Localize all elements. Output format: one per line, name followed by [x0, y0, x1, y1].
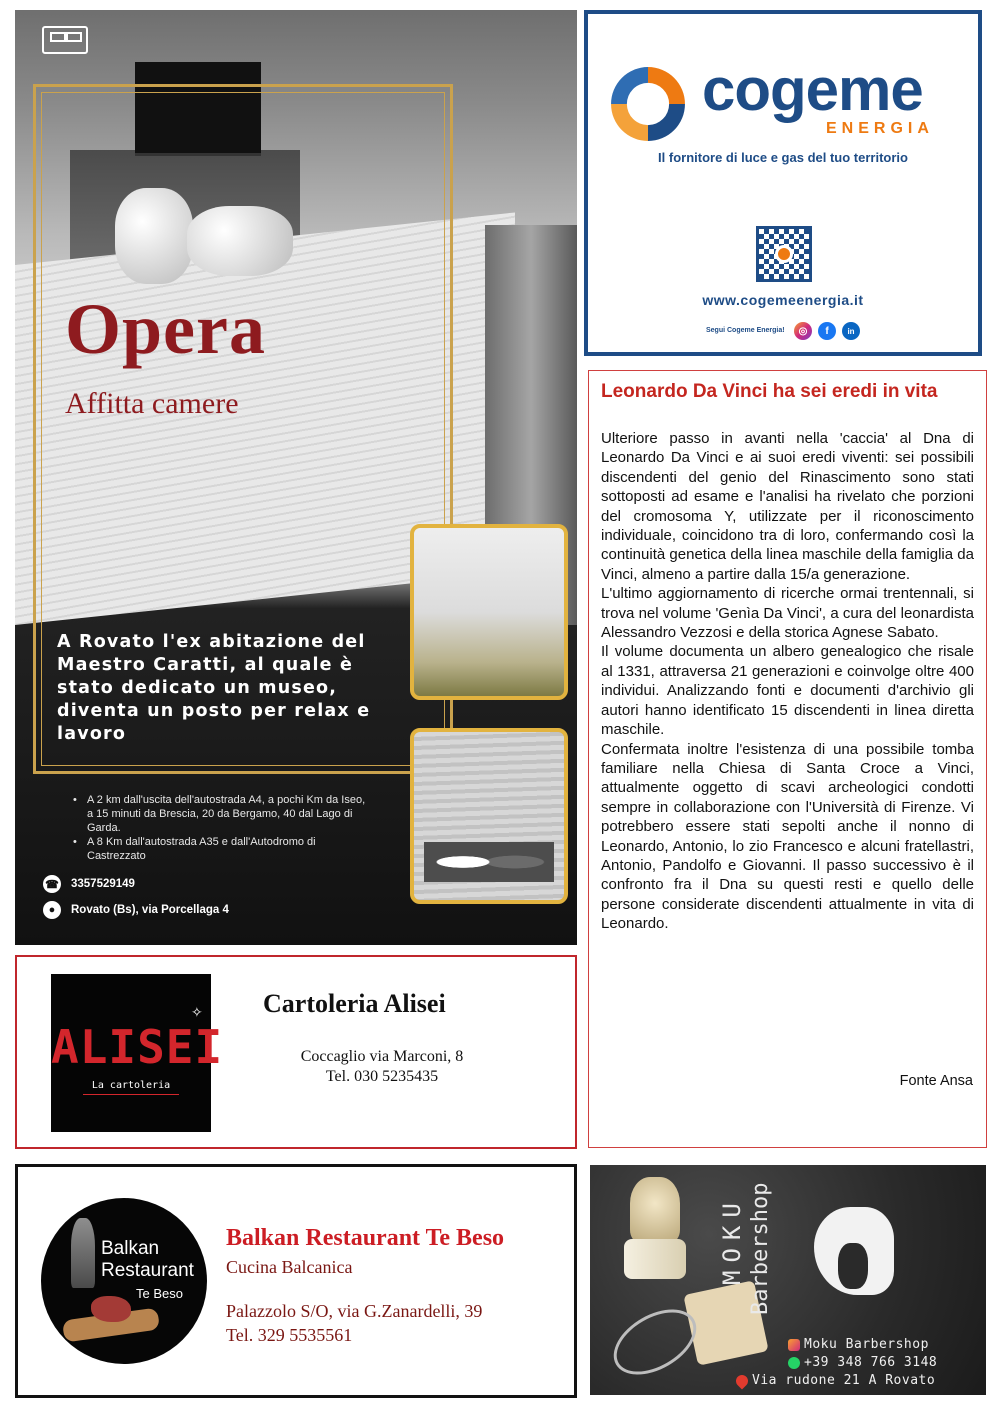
moku-ad: [590, 1165, 986, 1395]
bed-icon: [42, 26, 88, 54]
cogeme-ad: [584, 10, 982, 356]
phone-contact: [43, 875, 135, 893]
location-pin-icon: ●: [43, 901, 61, 919]
address-text: Rovato (Bs), via Porcellaga 4: [71, 904, 229, 916]
phone-icon: ☎: [43, 875, 61, 893]
article-paragraph: Il volume documenta un albero genealogico che risale al 1331, attraversa 21 generazioni e coinvolge oltre 400 individui. Analizzando fonti e documenti d'archivio gli autori hanno identificato 15 discendenti in linea diretta maschile.: [601, 643, 974, 739]
room-photo-1: [410, 524, 568, 700]
qr-center-logo: [775, 245, 793, 263]
alisei-contact: [247, 1047, 517, 1087]
balkan-logo-line2: Restaurant: [101, 1260, 194, 1281]
alisei-logo-word: ALISEI: [51, 1020, 224, 1074]
balkan-address: Palazzolo S/O, via G.Zanardelli, 39: [226, 1301, 483, 1321]
statue-icon: [71, 1218, 95, 1288]
whatsapp-icon: [788, 1357, 800, 1369]
article-paragraph: L'ultimo aggiornamento di ricerche ormai trentennali, si trova nel volume 'Genìa Da Vinci', a cura del leonardista Alessandro Vezzosi e della storica Agnese Sabato.: [601, 585, 974, 642]
meat-icon: [91, 1296, 131, 1322]
cogeme-url[interactable]: www.cogemeenergia.it: [702, 292, 864, 308]
linkedin-icon[interactable]: in: [842, 322, 860, 340]
ad-subtitle: Affitta camere: [65, 387, 239, 420]
facebook-icon[interactable]: f: [818, 322, 836, 340]
cogeme-brand: cogeme: [702, 56, 923, 123]
balkan-phone: Tel. 329 5535561: [226, 1325, 353, 1345]
ad-description: A Rovato l'ex abitazione del Maestro Caratti, al quale è stato dedicato un museo, diventa un posto per relax e lavoro: [57, 632, 371, 744]
moku-brand: MOKU: [718, 1195, 746, 1285]
sparkle-icon: ✧: [191, 1004, 203, 1020]
moku-address-text: Via rudone 21 A Rovato: [752, 1373, 936, 1388]
location-bullets: [73, 793, 373, 863]
shaving-brush-icon: [630, 1177, 680, 1243]
ad-title: Opera: [65, 289, 266, 369]
balkan-logo: [41, 1198, 207, 1364]
balkan-cuisine: Cucina Balcanica: [226, 1257, 353, 1277]
article-headline: Leonardo Da Vinci ha sei eredi in vita: [601, 381, 938, 402]
cogeme-tagline: Il fornitore di luce e gas del tuo territorio: [658, 150, 908, 165]
balkan-logo-line1: Balkan: [101, 1238, 160, 1259]
alisei-logo: [51, 974, 224, 1132]
moku-instagram[interactable]: [788, 1337, 929, 1352]
location-pin-icon: [734, 1372, 751, 1389]
phone-number: 3357529149: [71, 878, 135, 890]
moku-type: Barbershop: [748, 1182, 773, 1315]
alisei-logo-sub: La cartoleria: [91, 1080, 171, 1091]
bullet-item: • A 2 km dall'uscita dell'autostrada A4, a pochi Km da Iseo, a 15 minuti da Brescia, 20 da Bergamo, 40 dal Lago di Garda.: [73, 793, 373, 835]
room-photo-2: [410, 728, 568, 904]
instagram-icon[interactable]: ◎: [794, 322, 812, 340]
article-body: [601, 429, 974, 934]
address-contact: [43, 901, 229, 919]
logo-underline: [83, 1094, 179, 1095]
balkan-name: Balkan Restaurant Te Beso: [226, 1225, 505, 1251]
bullet-item: • A 8 Km dall'autostrada A35 e dall'Autodromo di Castrezzato: [73, 835, 373, 863]
alisei-name: Cartoleria Alisei: [263, 989, 446, 1018]
cogeme-swirl-logo: [604, 60, 692, 148]
alisei-ad: [15, 955, 577, 1149]
opera-ad: [15, 10, 577, 945]
moku-phone[interactable]: [788, 1355, 937, 1370]
news-article: [588, 370, 987, 1148]
article-paragraph: Ulteriore passo in avanti nella 'caccia' al Dna di Leonardo Da Vinci e ai suoi eredi viventi: sei possibili discendenti del genio del Rinascimento sono stati sottoposti ad esame e l'analisi ha rivelato che porzioni del cromosoma Y, utilizzate per il riconoscimento individuale, coincidono tra di loro, confermando così la continuità genetica della linea maschile della famiglia da Vinci, almeno a partire dalla 15/a generazione.: [601, 430, 974, 583]
cogeme-brand-sub: ENERGIA: [826, 120, 934, 137]
balkan-ad: [15, 1164, 577, 1398]
barber-head-logo: [814, 1207, 894, 1295]
follow-text: Segui Cogeme Energia!: [706, 327, 785, 334]
moku-address[interactable]: [736, 1373, 935, 1388]
moku-phone-text: +39 348 766 3148: [804, 1355, 938, 1370]
article-source: Fonte Ansa: [899, 1073, 973, 1089]
pillows-image: [424, 842, 554, 882]
article-paragraph: Confermata inoltre l'esistenza di una possibile tomba familiare nella Chiesa di Santa Croce a Vinci, attualmente oggetto di scavi archeologici condotti sempre in collaborazione con l'Università di Firenze. Vi potrebbero essere stati sepolti anche il nonno di Leonardo, Antonio, lo zio Francesco e alcuni fratellastri, Antonio, Pandolfo e Giovanni. Il passo successivo è il confronto fra il Dna su questi resti e quello delle persone considerate discendenti attualmente in vita di Leonardo.: [601, 740, 974, 933]
alisei-address: Coccaglio via Marconi, 8: [300, 1048, 464, 1065]
moku-instagram-text: Moku Barbershop: [804, 1337, 929, 1352]
balkan-logo-line3: Te Beso: [136, 1286, 183, 1301]
alisei-phone: Tel. 030 5235435: [325, 1068, 439, 1085]
shaving-brush-handle: [624, 1239, 686, 1279]
instagram-icon: [788, 1339, 800, 1351]
